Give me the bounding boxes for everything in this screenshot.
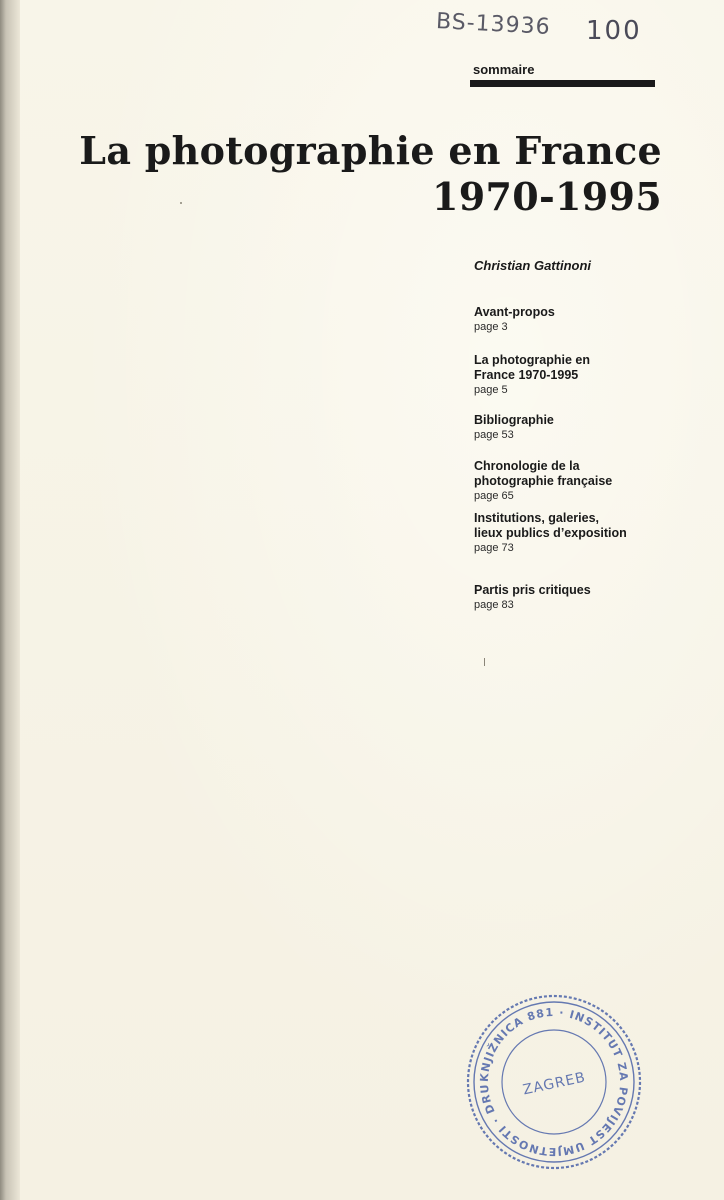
toc-entry-title: Avant-propos (474, 305, 555, 319)
svg-text:KNJIŽNICA 881 · INSTITUT ZA PO: KNJIŽNICA 881 · INSTITUT ZA POVIJEST UMJETNOSTI · DRU (477, 1005, 631, 1159)
toc-entry-title: Chronologie de la photographie française (474, 459, 613, 488)
page-title (79, 128, 662, 220)
paper-mark (484, 658, 485, 666)
author-name: Christian Gattinoni (474, 258, 591, 273)
page-binding-edge (0, 0, 20, 1200)
toc-entry-page: page 5 (474, 384, 508, 396)
title-line-1: La photographie en France (79, 128, 662, 173)
toc-entry-page: page 83 (474, 599, 514, 611)
toc-entry (474, 583, 694, 612)
svg-text:ZAGREB: ZAGREB (521, 1069, 588, 1099)
library-stamp (462, 990, 646, 1174)
handwritten-catalog-code: BS-13936 (435, 9, 552, 40)
toc-entry (474, 353, 694, 397)
toc-entry-page: page 73 (474, 542, 514, 554)
toc-entry-page: page 53 (474, 429, 514, 441)
section-rule (470, 80, 655, 87)
toc-entry-page: page 65 (474, 490, 514, 502)
toc-entry-title: La photographie en France 1970-1995 (474, 353, 590, 382)
paper-speck (180, 202, 182, 204)
toc-entry-title: Institutions, galeries, lieux publics d’exposition (474, 511, 627, 540)
toc-entry (474, 305, 694, 334)
toc-entry (474, 459, 694, 503)
toc-entry-title: Bibliographie (474, 413, 554, 427)
handwritten-annotation (435, 9, 676, 52)
handwritten-number: 100 (586, 16, 642, 46)
section-label: sommaire (473, 62, 535, 77)
stamp-seal-icon (462, 990, 646, 1174)
toc-entry-title: Partis pris critiques (474, 583, 591, 597)
toc-entry (474, 511, 694, 555)
toc-entry-page: page 3 (474, 321, 508, 333)
title-line-2: 1970-1995 (432, 174, 662, 219)
toc-entry (474, 413, 694, 442)
